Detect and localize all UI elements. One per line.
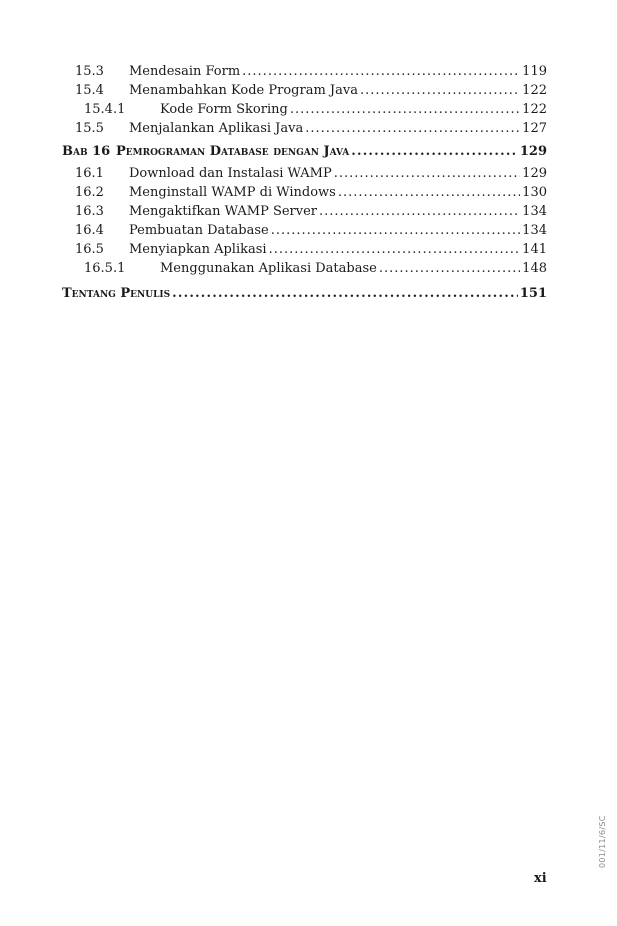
dot-leader [290, 100, 520, 119]
toc-entry [62, 183, 547, 202]
toc-entry-number: 16.3 [75, 204, 104, 219]
toc-entry-page: 134 [522, 223, 547, 238]
toc-entry-page: 141 [522, 242, 547, 257]
toc-chapter-page: 151 [519, 286, 547, 301]
toc-entry-page: 134 [522, 204, 547, 219]
dot-leader [319, 202, 520, 221]
toc-entry-number: 16.1 [75, 166, 104, 181]
toc-entry-page: 119 [522, 64, 547, 79]
side-print-code: 001/11/6/SC [598, 815, 607, 868]
dot-leader [242, 62, 520, 81]
toc-entry-number: 16.5 [75, 242, 104, 257]
dot-leader [379, 259, 520, 278]
toc-entry [62, 240, 547, 259]
dot-leader [360, 81, 520, 100]
toc-entry [62, 62, 547, 81]
toc-entry [62, 81, 547, 100]
toc-entry-title: Menggunakan Aplikasi Database [160, 261, 377, 276]
toc-entry-page: 122 [522, 102, 547, 117]
toc-entry-page: 148 [522, 261, 547, 276]
toc-tentang-penulis-entry [62, 282, 547, 305]
toc-chapter-title: Pemrograman Database dengan Java [116, 144, 350, 159]
toc-chapter-number: Bab 16 [62, 144, 111, 159]
page-number: xi [534, 871, 547, 886]
toc-entry [62, 202, 547, 221]
dot-leader [172, 282, 518, 305]
toc-entry-number: 16.2 [75, 185, 104, 200]
toc-entry-number: 15.3 [75, 64, 104, 79]
toc-entry [62, 164, 547, 183]
dot-leader [351, 140, 518, 163]
toc-entry-title: Menyiapkan Aplikasi [129, 242, 267, 257]
toc-entry-title: Kode Form Skoring [160, 102, 288, 117]
toc-entry [62, 100, 547, 119]
toc-entry-number: 16.4 [75, 223, 104, 238]
toc-entry-number: 16.5.1 [84, 261, 126, 276]
toc-entry [62, 119, 547, 138]
toc-entry [62, 221, 547, 240]
toc-entry-title: Menambahkan Kode Program Java [129, 83, 358, 98]
toc-entry-title: Pembuatan Database [129, 223, 269, 238]
dot-leader [271, 221, 520, 240]
dot-leader [305, 119, 520, 138]
toc-entry-title: Mendesain Form [129, 64, 241, 79]
toc-entry-title: Download dan Instalasi WAMP [129, 166, 332, 181]
toc-entry-page: 122 [522, 83, 547, 98]
toc-entry-title: Mengaktifkan WAMP Server [129, 204, 318, 219]
toc-entry [62, 259, 547, 278]
dot-leader [338, 183, 520, 202]
toc-entry-number: 15.4 [75, 83, 104, 98]
toc-entry-page: 129 [522, 166, 547, 181]
table-of-contents [62, 62, 547, 306]
toc-chapter-title: Tentang Penulis [62, 286, 171, 301]
toc-entry-page: 127 [522, 121, 547, 136]
toc-chapter-entry [62, 140, 547, 163]
dot-leader [334, 164, 520, 183]
toc-entry-number: 15.5 [75, 121, 104, 136]
toc-chapter-page: 129 [519, 144, 547, 159]
toc-entry-number: 15.4.1 [84, 102, 126, 117]
toc-entry-page: 130 [522, 185, 547, 200]
toc-entry-title: Menjalankan Aplikasi Java [129, 121, 304, 136]
dot-leader [269, 240, 521, 259]
toc-entry-title: Menginstall WAMP di Windows [129, 185, 336, 200]
